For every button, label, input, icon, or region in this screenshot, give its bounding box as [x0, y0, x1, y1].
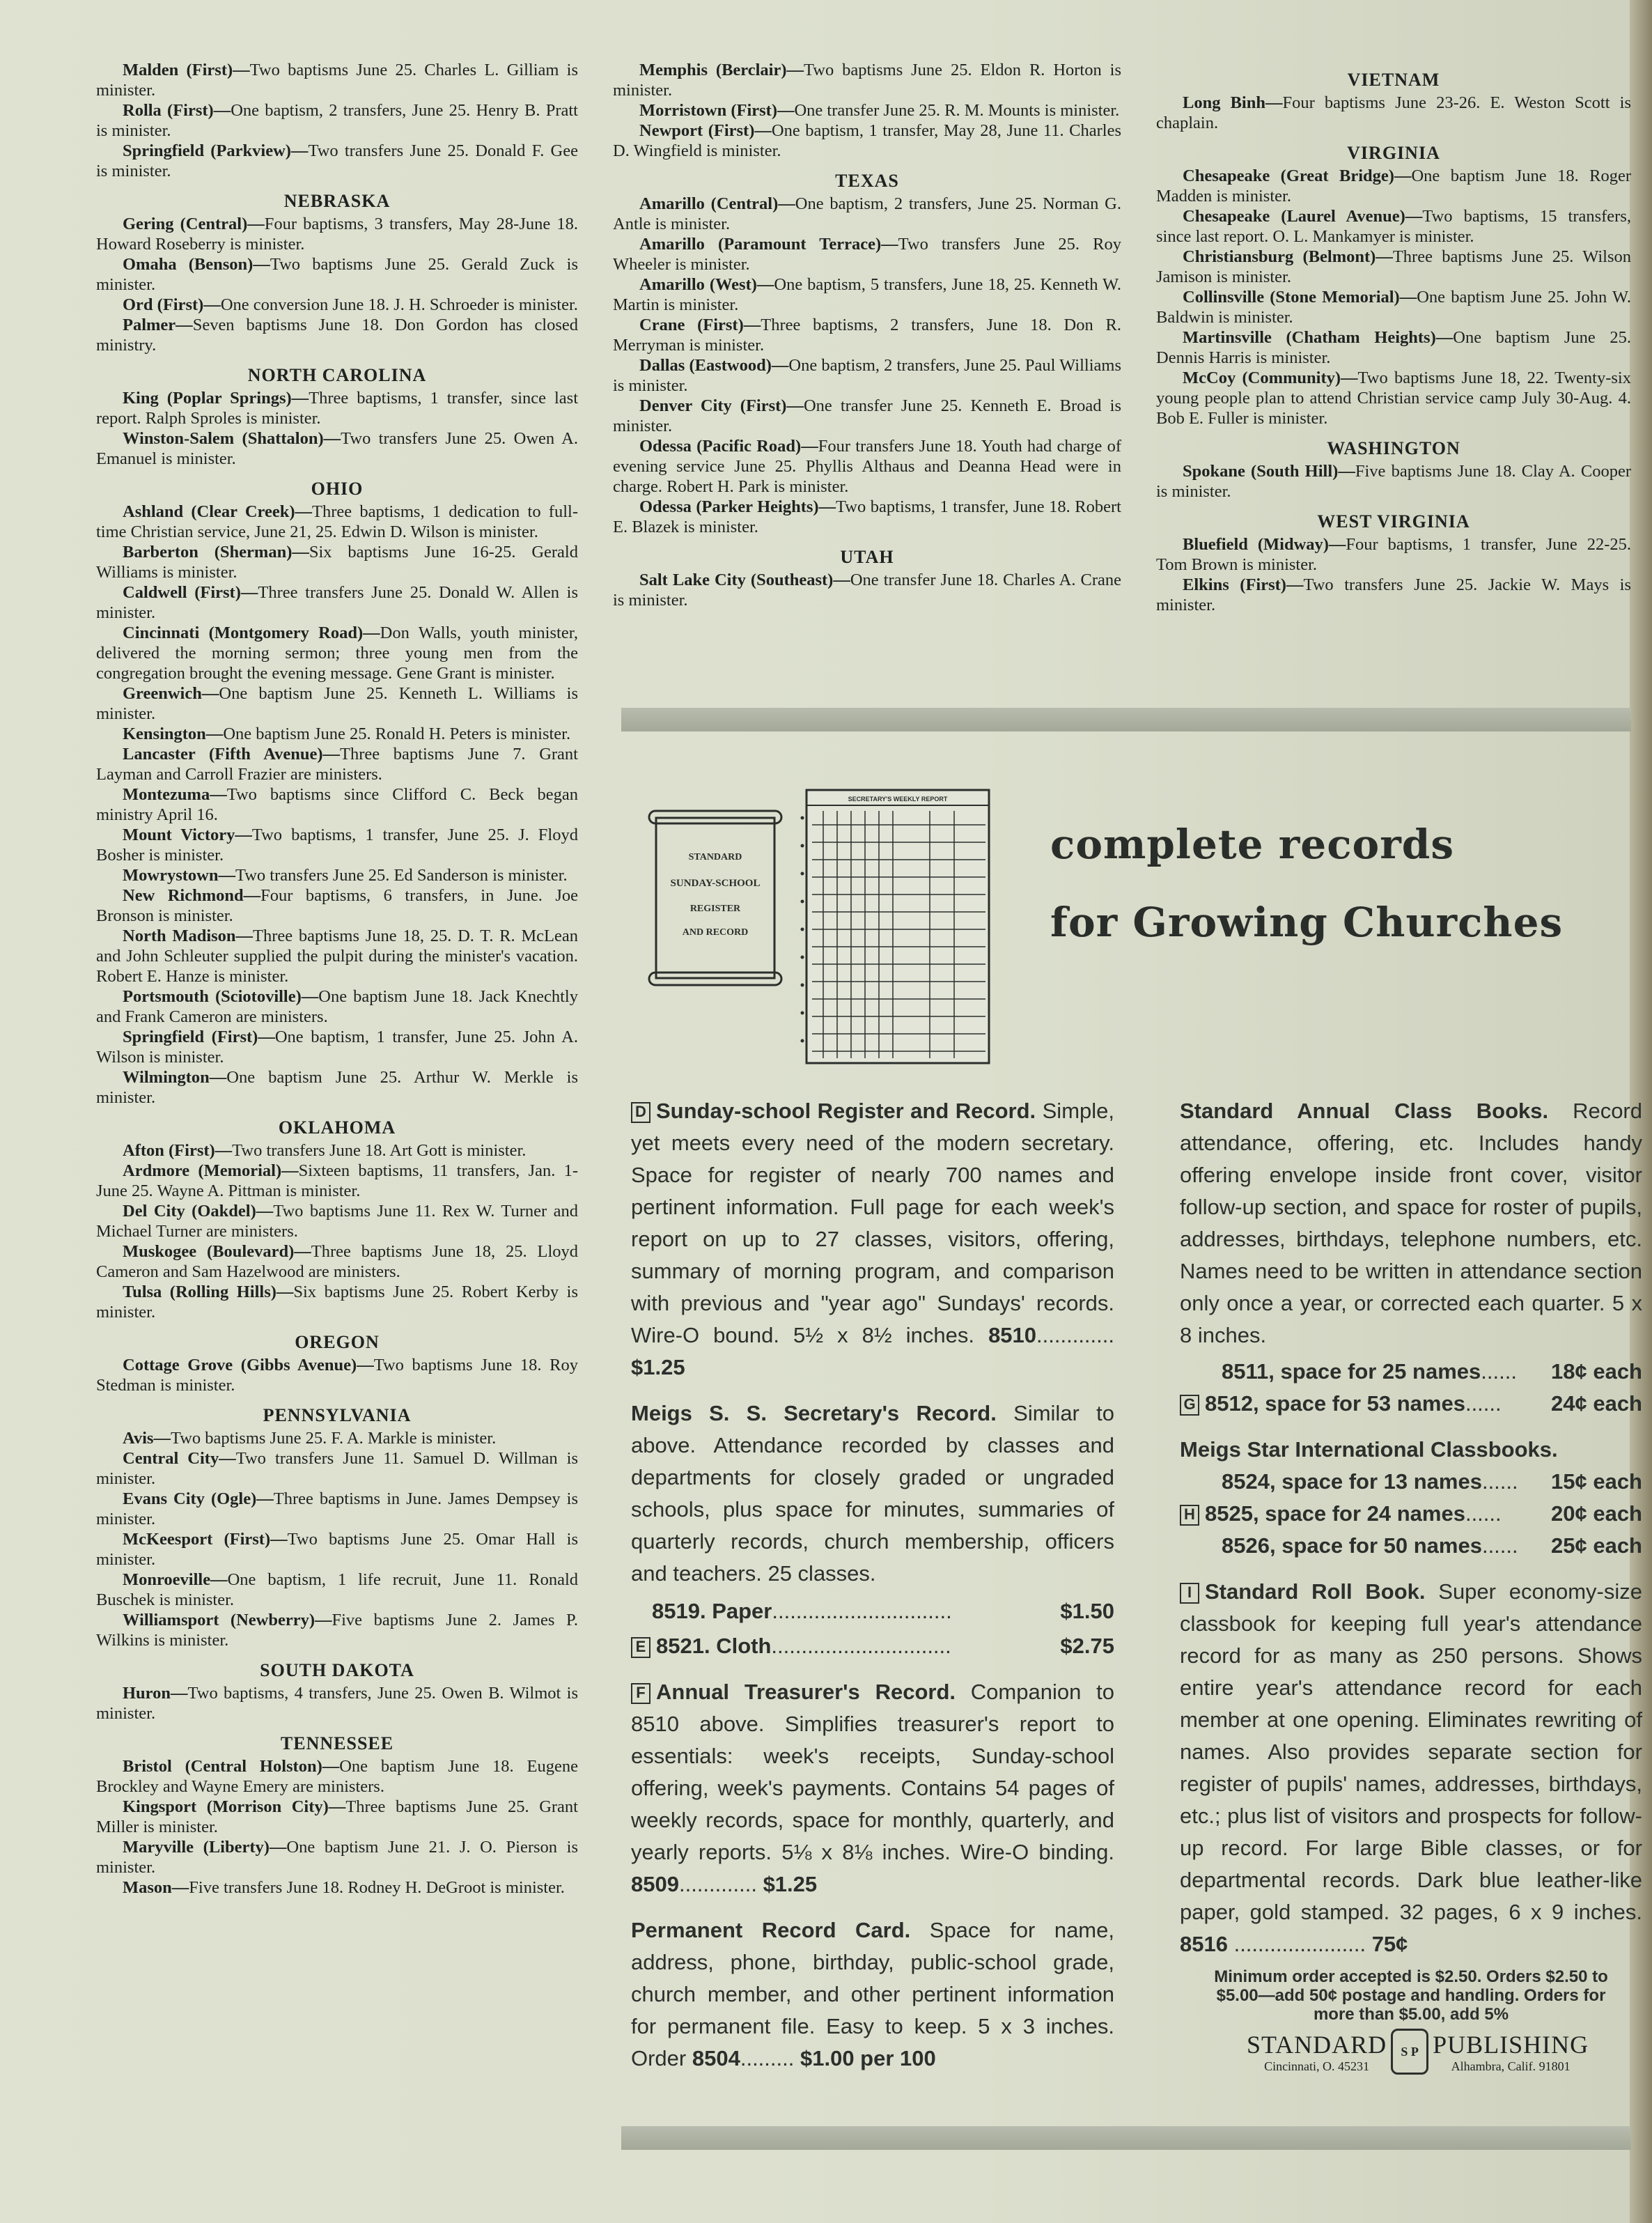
church-report	[96, 388, 578, 428]
report-text: One baptism June 25. Ronald H. Peters is minister.	[223, 725, 571, 743]
price-row-8519	[652, 1595, 1114, 1627]
church-name: Denver City (First)—	[639, 396, 804, 415]
church-name: McCoy (Community)—	[1183, 369, 1358, 387]
report-text: Five transfers June 18. Rodney H. DeGroot is minister.	[189, 1878, 565, 1897]
church-report	[96, 315, 578, 355]
church-name: Christiansburg (Belmont)—	[1183, 247, 1393, 266]
report-text: Seven baptisms June 18. Don Gordon has closed ministry.	[96, 316, 578, 355]
church-report	[96, 1140, 578, 1161]
report-text: Two baptisms June 25. F. A. Markle is minister.	[170, 1429, 497, 1448]
church-report	[96, 825, 578, 865]
church-report	[96, 582, 578, 623]
register-desc: Simple, yet meets every need of the modern secretary. Space for register of nearly 700 names and pertinent information. Full page for each week's report on up to 27 classes, visitors, offering, summary of morning program, and comparison with previous and "year ago" Sundays' records. Wire-O bound. 5½ x 8½ inches.	[631, 1099, 1114, 1347]
report-text: Two transfers June 25. Donald F. Gee is minister.	[96, 141, 578, 180]
scroll-line-2: SUNDAY-SCHOOL	[670, 878, 761, 889]
star-price3: 25¢ each	[1551, 1533, 1642, 1558]
church-name: Salt Lake City (Southeast)—	[639, 571, 850, 589]
product-treasurer: F Annual Treasurer's Record. Companion to 8510 above. Simplifies treasurer's report to essentials: week's receipts, Sunday-school offering, week's payments. Contains 54 pages of weekly records, space for monthly, quarterly, and yearly reports. 5⅛ x 8⅛ inches. Wire-O binding. 8509............. $1.25	[631, 1680, 1114, 1896]
annual-title: Standard Annual Class Books.	[1180, 1099, 1549, 1123]
state-heading: WEST VIRGINIA	[1317, 511, 1470, 532]
report-text: One baptism, 2 transfers, June 25. Norman G. Antle is minister.	[613, 194, 1121, 233]
annual-price2: 24¢ each	[1551, 1391, 1642, 1416]
label-e: E	[631, 1637, 650, 1658]
church-report	[1156, 247, 1631, 287]
report-text: One baptism June 25. Dennis Harris is minister.	[1156, 328, 1631, 367]
church-name: Kensington—	[123, 725, 224, 743]
label-f: F	[631, 1683, 650, 1704]
report-text: Three baptisms, 1 dedication to full-time Christian service, June 21, 25. Edwin D. Wilson is minister.	[96, 502, 578, 541]
report-text: Two baptisms, 1 transfer, June 18. Robert E. Blazek is minister.	[613, 497, 1121, 536]
report-text: Three baptisms, 2 transfers, June 18. Don R. Merryman is minister.	[613, 316, 1122, 355]
report-text: Four baptisms, 3 transfers, May 28-June 18. Howard Roseberry is minister.	[96, 215, 578, 254]
roll-title: Standard Roll Book.	[1205, 1579, 1426, 1604]
church-name: Amarillo (West)—	[639, 275, 774, 294]
church-report	[96, 1529, 578, 1570]
church-name: Central City—	[123, 1449, 236, 1468]
church-name: Odessa (Pacific Road)—	[639, 437, 818, 456]
report-text: One baptism June 18. Eugene Brockley and Wayne Emery are ministers.	[96, 1757, 578, 1796]
church-report	[613, 194, 1121, 234]
minimum-order-note: Minimum order accepted is $2.50. Orders $2.50 to $5.00—add 50¢ postage and handling. Orders for more than $5.00, add 5%	[1214, 1967, 1608, 2024]
church-report	[96, 1877, 578, 1898]
state-heading: TENNESSEE	[280, 1733, 394, 1753]
report-text: Two baptisms, 15 transfers, since last report. O. L. Mankamyer is minister.	[1156, 207, 1631, 246]
report-text: Four baptisms, 6 transfers, in June. Joe Bronson is minister.	[96, 886, 579, 925]
church-report	[1156, 575, 1631, 615]
church-report	[96, 1448, 578, 1489]
report-text: Three baptisms June 18, 25. Lloyd Cameron and Sam Hazelwood are ministers.	[96, 1242, 579, 1281]
card-desc: Space for name, address, phone, birthday, public-school grade, church member, and other pertinent information for permanent file. Easy to keep. 5 x 3 inches. Order	[631, 1918, 1114, 2070]
church-name: Martinsville (Chatham Heights)—	[1183, 328, 1454, 347]
treasurer-price: $1.25	[763, 1872, 818, 1896]
logo-location-right: Alhambra, Calif. 91801	[1451, 2059, 1571, 2073]
report-text: Four baptisms, 1 transfer, June 22-25. Tom Brown is minister.	[1156, 535, 1631, 574]
ad-right-column	[1180, 1095, 1642, 2024]
church-report	[613, 497, 1121, 537]
report-text: One baptism June 18. Roger Madden is minister.	[1156, 166, 1632, 206]
logo-word-left: STANDARD	[1247, 2030, 1387, 2059]
church-name: Newport (First)—	[639, 121, 772, 140]
report-text: Six baptisms June 25. Robert Kerby is minister.	[96, 1283, 578, 1322]
ad-left-column	[631, 1095, 1114, 2089]
church-name: Lancaster (Fifth Avenue)—	[123, 745, 340, 764]
star-item3: 8526, space for 50 names	[1222, 1533, 1482, 1558]
form-title: SECRETARY'S WEEKLY REPORT	[848, 796, 948, 803]
church-report	[613, 355, 1121, 396]
church-name: Ord (First)—	[123, 295, 221, 314]
church-name: Bluefield (Midway)—	[1183, 535, 1346, 554]
church-name: Omaha (Benson)—	[123, 255, 270, 274]
church-report	[1156, 461, 1631, 502]
church-name: North Madison—	[123, 927, 254, 945]
church-name: Springfield (First)—	[123, 1028, 275, 1046]
annual-desc: Record attendance, offering, etc. Includes handy offering envelope inside front cover, visitor follow-up section, and space for roster of pupils, addresses, birthdays, telephone numbers, etc. Names need to be written in attendance section only once a year, or corrected each quarter. 5 x 8 inches.	[1180, 1099, 1642, 1347]
church-report	[96, 986, 578, 1027]
product-roll-book: I Standard Roll Book. Super economy-size classbook for keeping full year's attendance record for as many as 250 persons. Shows entire year's attendance record for each member at one opening. Eliminates rewriting of names. Also provides separate section for register of pupils' names, addresses, birthdays, etc.; plus list of visitors and prospects for follow-up record. For large Bible classes, or for departmental records. Dark blue leather-like paper, gold stamped. 32 pages, 6 x 9 inches. 8516 ...................... 75¢	[1180, 1579, 1642, 1956]
logo-mark	[1391, 2029, 1428, 2075]
church-name: McKeesport (First)—	[123, 1530, 288, 1549]
report-text: Two transfers June 11. Samuel D. Willman is minister.	[96, 1449, 578, 1488]
report-text: One transfer June 25. R. M. Mounts is minister.	[794, 101, 1120, 120]
meigs-price1: $1.50	[1060, 1599, 1114, 1623]
church-name: Springfield (Parkview)—	[123, 141, 309, 160]
church-report	[96, 1683, 578, 1724]
church-name: Greenwich—	[123, 684, 219, 703]
church-report	[96, 214, 578, 254]
report-text: Two baptisms since Clifford C. Beck began ministry April 16.	[96, 785, 578, 824]
report-text: One baptism June 25. Arthur W. Merkle is minister.	[96, 1068, 578, 1107]
product-star-classbooks	[1180, 1434, 1642, 1466]
roll-price: 75¢	[1371, 1932, 1408, 1956]
annual-price1: 18¢ each	[1551, 1359, 1642, 1384]
report-text: One baptism, 2 transfers, June 25. Henry B. Pratt is minister.	[96, 101, 578, 140]
church-name: Malden (First)—	[123, 61, 250, 79]
church-report	[613, 274, 1121, 315]
church-name: Memphis (Berclair)—	[639, 61, 804, 79]
meigs-desc: Similar to above. Attendance recorded by classes and departments for closely graded or ungraded schools, plus space for minutes, summaries of quarterly records, church membership, officers and teachers. 25 classes.	[631, 1401, 1115, 1586]
church-report	[96, 1797, 578, 1837]
church-report	[96, 1027, 578, 1067]
report-text: Three baptisms June 25. Wilson Jamison is minister.	[1156, 247, 1632, 286]
church-name: Kingsport (Morrison City)—	[123, 1797, 346, 1816]
church-report	[96, 784, 578, 825]
state-heading: SOUTH DAKOTA	[260, 1660, 414, 1680]
church-name: Morristown (First)—	[639, 101, 795, 120]
ad-headline-line2: for Growing Churches	[1050, 899, 1564, 946]
church-report	[96, 1756, 578, 1797]
church-report	[96, 502, 578, 542]
scroll-line-1: STANDARD	[688, 852, 742, 862]
church-name: Dallas (Eastwood)—	[639, 356, 789, 375]
church-report	[96, 683, 578, 724]
logo-word-right: PUBLISHING	[1433, 2030, 1589, 2059]
report-text: Two baptisms, 4 transfers, June 25. Owen B. Wilmot is minister.	[96, 1684, 578, 1723]
state-heading: WASHINGTON	[1327, 438, 1460, 458]
church-name: Mount Victory—	[123, 826, 252, 844]
report-text: One baptism June 21. J. O. Pierson is minister.	[96, 1838, 579, 1877]
logo-mark-letters: S P	[1401, 2044, 1419, 2059]
column-right	[1156, 60, 1631, 615]
church-name: Barberton (Sherman)—	[123, 543, 309, 561]
church-name: Wilmington—	[123, 1068, 227, 1087]
church-name: Afton (First)—	[123, 1141, 233, 1160]
report-text: Two baptisms June 25. Omar Hall is minister.	[96, 1530, 579, 1569]
church-report	[96, 1570, 578, 1610]
dot-leader: ..............................	[772, 1599, 952, 1623]
report-text: One baptism June 25. Kenneth L. Williams is minister.	[96, 684, 578, 723]
state-heading: OREGON	[295, 1332, 380, 1352]
church-report	[613, 396, 1121, 436]
meigs-item1: 8519. Paper	[652, 1599, 772, 1623]
church-report	[96, 1201, 578, 1241]
dot-leader: ..............................	[771, 1634, 951, 1658]
state-heading: VIRGINIA	[1347, 143, 1440, 163]
report-text: One transfer June 25. Kenneth E. Broad is minister.	[613, 396, 1121, 435]
church-report	[96, 865, 578, 885]
annual-item1: 8511, space for 25 names	[1222, 1359, 1481, 1384]
state-heading: OHIO	[311, 479, 364, 499]
report-text: One transfer June 18. Charles A. Crane is minister.	[613, 571, 1121, 610]
report-text: Don Walls, youth minister, delivered the morning sermon; three young men from the congregation brought the evening message. Gene Grant is minister.	[96, 623, 578, 683]
label-d: D	[631, 1102, 650, 1123]
state-heading: UTAH	[840, 547, 894, 567]
report-text: Two baptisms June 18, 22. Twenty-six young people plan to attend Christian service camp July 30-Aug. 4. Bob E. Fuller is minister.	[1156, 369, 1631, 428]
report-text: Three baptisms June 7. Grant Layman and Carroll Frazier are ministers.	[96, 745, 578, 784]
report-text: One baptism, 1 transfer, June 25. John A. Wilson is minister.	[96, 1028, 578, 1067]
church-name: Del City (Oakdel)—	[123, 1202, 274, 1221]
state-heading: TEXAS	[835, 171, 899, 191]
church-report	[96, 1837, 578, 1877]
treasurer-title: Annual Treasurer's Record.	[656, 1680, 956, 1704]
report-text: Two transfers June 25. Roy Wheeler is minister.	[613, 235, 1121, 274]
church-report	[96, 926, 578, 986]
church-report	[96, 60, 578, 100]
church-report	[613, 121, 1121, 161]
report-text: Five baptisms June 2. James P. Wilkins is minister.	[96, 1611, 578, 1650]
church-name: New Richmond—	[123, 886, 261, 905]
church-name: Winston-Salem (Shattalon)—	[123, 429, 341, 448]
state-heading: NEBRASKA	[283, 191, 391, 211]
state-heading: NORTH CAROLINA	[247, 365, 427, 385]
report-text: Three baptisms in June. James Dempsey is minister.	[96, 1489, 579, 1528]
church-name: Amarillo (Paramount Terrace)—	[639, 235, 898, 254]
church-report	[613, 100, 1121, 121]
church-report	[613, 60, 1121, 100]
church-name: Huron—	[123, 1684, 188, 1703]
ad-top-rule	[621, 708, 1631, 731]
church-report	[613, 315, 1121, 355]
report-text: Three baptisms, 1 transfer, since last report. Ralph Sproles is minister.	[96, 389, 578, 428]
annual-item2: 8512, space for 53 names	[1205, 1391, 1465, 1416]
report-text: One baptism June 25. John W. Baldwin is minister.	[1156, 288, 1631, 327]
report-text: One conversion June 18. J. H. Schroeder is minister.	[220, 295, 578, 314]
scroll-line-3: REGISTER	[689, 904, 741, 914]
standard-publishing-logo	[1247, 2029, 1589, 2075]
church-report	[96, 1610, 578, 1650]
meigs-price2: $2.75	[1060, 1634, 1114, 1658]
church-name: Montezuma—	[123, 785, 227, 804]
report-text: One baptism, 5 transfers, June 18, 25. Kenneth W. Martin is minister.	[613, 275, 1121, 314]
church-name: Crane (First)—	[639, 316, 761, 334]
church-name: Muskogee (Boulevard)—	[123, 1242, 311, 1261]
church-name: Rolla (First)—	[123, 101, 231, 120]
state-heading: PENNSYLVANIA	[263, 1405, 412, 1425]
price-row-8512: G 8512, space for 53 names ...... 24¢ each	[1180, 1388, 1642, 1420]
card-price: $1.00 per 100	[800, 2046, 936, 2070]
church-report	[96, 724, 578, 744]
church-report	[96, 1282, 578, 1322]
report-text: Four transfers June 18. Youth had charge of evening service June 25. Phyllis Althaus and Deanna Head were in charge. Robert H. Park is minister.	[613, 437, 1122, 496]
church-report	[1156, 534, 1631, 575]
star-item1: 8524, space for 13 names	[1222, 1469, 1482, 1494]
register-title: Sunday-school Register and Record.	[656, 1099, 1036, 1123]
weekly-report-form-icon	[801, 790, 990, 1063]
scroll-line-4: AND RECORD	[682, 927, 749, 938]
meigs-item2: 8521. Cloth	[656, 1634, 772, 1658]
church-report	[96, 1241, 578, 1282]
report-text: Two baptisms June 25. Charles L. Gilliam is minister.	[96, 61, 578, 100]
star-price1: 15¢ each	[1551, 1469, 1642, 1494]
church-report	[96, 1489, 578, 1529]
column-middle	[613, 60, 1121, 610]
report-text: Two baptisms June 18. Roy Stedman is minister.	[96, 1356, 578, 1395]
church-name: Williamsport (Newberry)—	[123, 1611, 332, 1629]
star-item2: 8525, space for 24 names	[1205, 1501, 1465, 1526]
church-name: Mason—	[123, 1878, 189, 1897]
church-name: Chesapeake (Great Bridge)—	[1183, 166, 1412, 185]
church-report	[96, 1428, 578, 1448]
report-text: One baptism, 2 transfers, June 25. Paul Williams is minister.	[613, 356, 1121, 395]
church-name: Long Binh—	[1183, 93, 1283, 112]
report-text: Three baptisms June 18, 25. D. T. R. McLean and John Schleuter supplied the pulpit during the minister's vacation. Robert E. Hanze is minister.	[96, 927, 578, 986]
church-report	[96, 141, 578, 181]
report-text: Sixteen baptisms, 11 transfers, Jan. 1-June 25. Wayne A. Pittman is minister.	[96, 1161, 578, 1200]
church-name: Spokane (South Hill)—	[1183, 462, 1355, 481]
church-name: Palmer—	[123, 316, 193, 334]
label-i: I	[1180, 1583, 1199, 1604]
roll-desc: Super economy-size classbook for keeping full year's attendance record for as many as 250 persons. Shows entire year's attendance record for each member at one opening. Eliminates rewriting of names. Also provides separate section for register of pupils' names, addresses, birthdays, etc.; plus list of visitors and prospects for follow-up record. For large Bible classes, or for departmental records. Dark blue leather-like paper, gold stamped. 32 pages, 6 x 9 inches.	[1180, 1579, 1642, 1924]
report-text: Two baptisms, 1 transfer, June 25. J. Floyd Bosher is minister.	[96, 826, 578, 865]
report-text: Two transfers June 25. Ed Sanderson is minister.	[235, 866, 568, 885]
report-text: Three transfers June 25. Donald W. Allen is minister.	[96, 583, 579, 622]
church-report	[96, 100, 578, 141]
report-text: Two baptisms June 11. Rex W. Turner and Michael Turner are ministers.	[96, 1202, 579, 1241]
product-register: D Sunday-school Register and Record. Simple, yet meets every need of the modern secretary. Space for register of nearly 700 names and pertinent information. Full page for each week's report on up to 27 classes, visitors, offering, summary of morning program, and comparison with previous and "year ago" Sundays' records. Wire-O bound. 5½ x 8½ inches. 8510............. $1.25	[631, 1099, 1114, 1379]
treasurer-code: 8509	[631, 1872, 679, 1896]
church-report	[613, 234, 1121, 274]
church-report	[613, 570, 1121, 610]
star-price2: 20¢ each	[1551, 1501, 1642, 1526]
label-g: G	[1180, 1395, 1199, 1416]
report-text: Six baptisms June 16-25. Gerald Williams is minister.	[96, 543, 578, 582]
label-h: H	[1180, 1505, 1199, 1526]
church-name: Gering (Central)—	[123, 215, 265, 233]
church-report	[1156, 327, 1631, 368]
church-report	[96, 254, 578, 295]
star-title: Meigs Star International Classbooks.	[1180, 1437, 1558, 1462]
register-price: $1.25	[631, 1355, 685, 1379]
church-name: Ashland (Clear Creek)—	[123, 502, 312, 521]
church-report	[1156, 93, 1631, 133]
church-report	[96, 1067, 578, 1108]
church-report	[1156, 287, 1631, 327]
church-name: King (Poplar Springs)—	[123, 389, 309, 408]
report-text: Two transfers June 25. Jackie W. Mays is minister.	[1156, 575, 1632, 614]
church-name: Amarillo (Central)—	[639, 194, 795, 213]
product-meigs-secretary	[631, 1397, 1114, 1590]
card-code: 8504	[692, 2046, 740, 2070]
church-name: Bristol (Central Holston)—	[123, 1757, 340, 1776]
church-report	[96, 885, 578, 926]
report-text: One baptism June 18. Jack Knechtly and Frank Cameron are ministers.	[96, 987, 578, 1026]
register-code: 8510	[988, 1323, 1037, 1347]
church-name: Evans City (Ogle)—	[123, 1489, 274, 1508]
report-text: Two transfers June 25. Owen A. Emanuel is minister.	[96, 429, 578, 468]
church-name: Ardmore (Memorial)—	[123, 1161, 299, 1180]
church-name: Collinsville (Stone Memorial)—	[1183, 288, 1417, 307]
ad-headline-line1: complete records	[1050, 821, 1454, 868]
price-row-8524: 8524, space for 13 names ...... 15¢ each	[1222, 1466, 1642, 1498]
scroll-icon	[649, 811, 781, 985]
church-name: Tulsa (Rolling Hills)—	[123, 1283, 294, 1301]
church-report	[96, 744, 578, 784]
church-report	[96, 623, 578, 683]
report-text: One baptism, 1 transfer, May 28, June 11. Charles D. Wingfield is minister.	[613, 121, 1122, 160]
church-name: Chesapeake (Laurel Avenue)—	[1183, 207, 1423, 226]
church-report	[96, 295, 578, 315]
church-report	[96, 1161, 578, 1201]
report-text: Two transfers June 18. Art Gott is minister.	[232, 1141, 527, 1160]
church-name: Maryville (Liberty)—	[123, 1838, 287, 1857]
report-text: Two baptisms June 25. Eldon R. Horton is minister.	[613, 61, 1121, 100]
report-text: Four baptisms June 23-26. E. Weston Scott is chaplain.	[1156, 93, 1631, 132]
church-report	[96, 1355, 578, 1395]
product-record-card: Permanent Record Card. Space for name, address, phone, birthday, public-school grade, church member, and other pertinent information for permanent file. Easy to keep. 5 x 3 inches. Order 8504......... $1.00 per 100	[631, 1918, 1114, 2070]
church-name: Caldwell (First)—	[123, 583, 258, 602]
church-name: Avis—	[123, 1429, 171, 1448]
church-report	[1156, 166, 1631, 206]
church-report	[613, 436, 1121, 497]
church-name: Elkins (First)—	[1183, 575, 1304, 594]
church-name: Monroeville—	[123, 1570, 228, 1589]
state-heading: OKLAHOMA	[278, 1117, 396, 1138]
church-name: Mowrystown—	[123, 866, 235, 885]
report-text: Five baptisms June 18. Clay A. Cooper is minister.	[1156, 462, 1631, 501]
price-row-8521	[631, 1630, 1114, 1662]
column-left	[96, 60, 578, 1898]
report-text: One baptism, 1 life recruit, June 11. Ronald Buschek is minister.	[96, 1570, 578, 1609]
price-row-8525: H 8525, space for 24 names ...... 20¢ each	[1180, 1498, 1642, 1530]
church-name: Cincinnati (Montgomery Road)—	[123, 623, 380, 642]
price-row-8511: 8511, space for 25 names ...... 18¢ each	[1222, 1356, 1642, 1388]
register-illustration	[648, 776, 1038, 1076]
ad-bottom-rule	[621, 2126, 1631, 2150]
church-name: Portsmouth (Sciotoville)—	[123, 987, 319, 1006]
report-text: Three baptisms June 25. Grant Miller is minister.	[96, 1797, 578, 1836]
report-text: Two baptisms June 25. Gerald Zuck is minister.	[96, 255, 578, 294]
church-report	[96, 542, 578, 582]
church-report	[96, 428, 578, 469]
church-name: Odessa (Parker Heights)—	[639, 497, 836, 516]
price-row-8526: 8526, space for 50 names ...... 25¢ each	[1222, 1530, 1642, 1562]
state-heading: VIETNAM	[1347, 70, 1440, 90]
roll-code: 8516	[1180, 1932, 1228, 1956]
church-report	[1156, 368, 1631, 428]
meigs-title: Meigs S. S. Secretary's Record.	[631, 1401, 997, 1425]
card-title: Permanent Record Card.	[631, 1918, 911, 1942]
church-report	[1156, 206, 1631, 247]
treasurer-desc: Companion to 8510 above. Simplifies treasurer's report to essentials: week's receipts, Sunday-school offering, week's payments. Contains 54 pages of weekly records, space for monthly, quarterly, and yearly reports. 5⅛ x 8⅛ inches. Wire-O binding.	[631, 1680, 1114, 1864]
logo-location-left: Cincinnati, O. 45231	[1264, 2059, 1370, 2073]
product-annual-class-books	[1180, 1095, 1642, 1351]
church-name: Cottage Grove (Gibbs Avenue)—	[123, 1356, 374, 1374]
